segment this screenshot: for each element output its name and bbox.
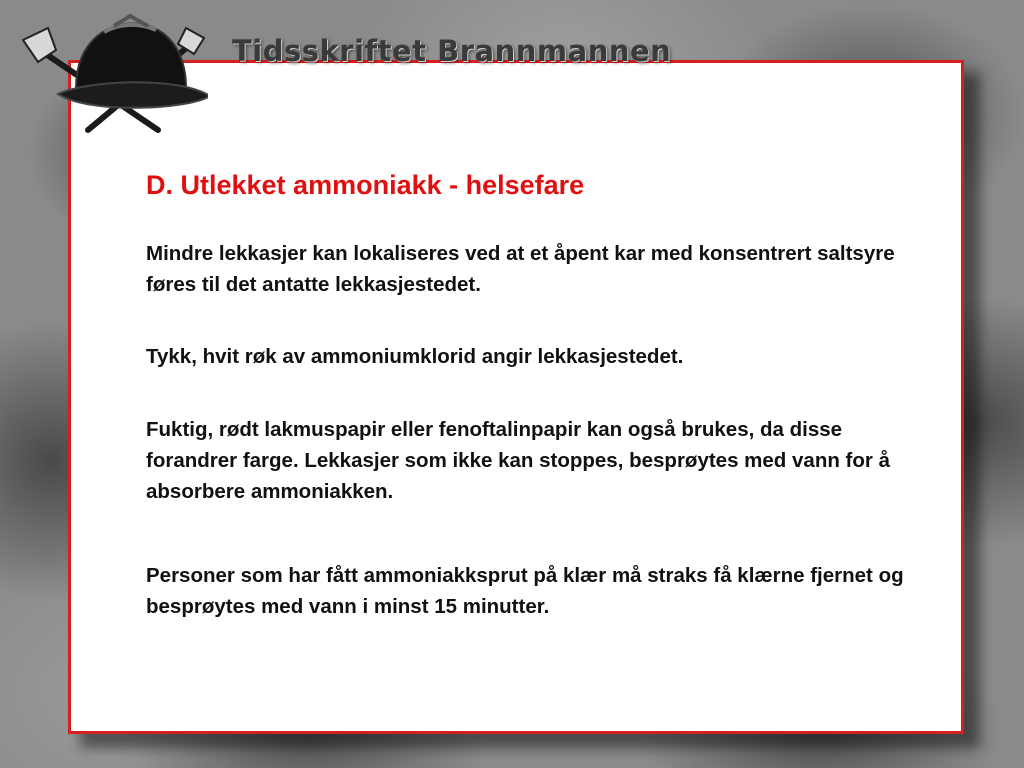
slide-panel [68,60,964,734]
paragraph-1: Mindre lekkasjer kan lokaliseres ved at et åpent kar med konsentrert saltsyre føres til det antatte lekkasjestedet. [146,242,895,296]
paragraph-3: Fuktig, rødt lakmuspapir eller fenoftalinpapir kan også brukes, da disse forandrer farge. Lekkasjer som ikke kan stoppes, besprøytes med vann for å absorbere ammoniakken. [146,418,890,503]
paragraph-2: Tykk, hvit røk av ammoniumklorid angir lekkasjestedet. [146,345,684,368]
firefighter-helmet-crossed-axes-icon [18,10,208,140]
brand-title: Tidsskriftet Brannmannen [232,34,672,68]
paragraph-4: Personer som har fått ammoniakksprut på klær må straks få klærne fjernet og besprøytes med vann i minst 15 minutter. [146,564,904,618]
slide-title: D. Utlekket ammoniakk - helsefare [146,170,585,200]
